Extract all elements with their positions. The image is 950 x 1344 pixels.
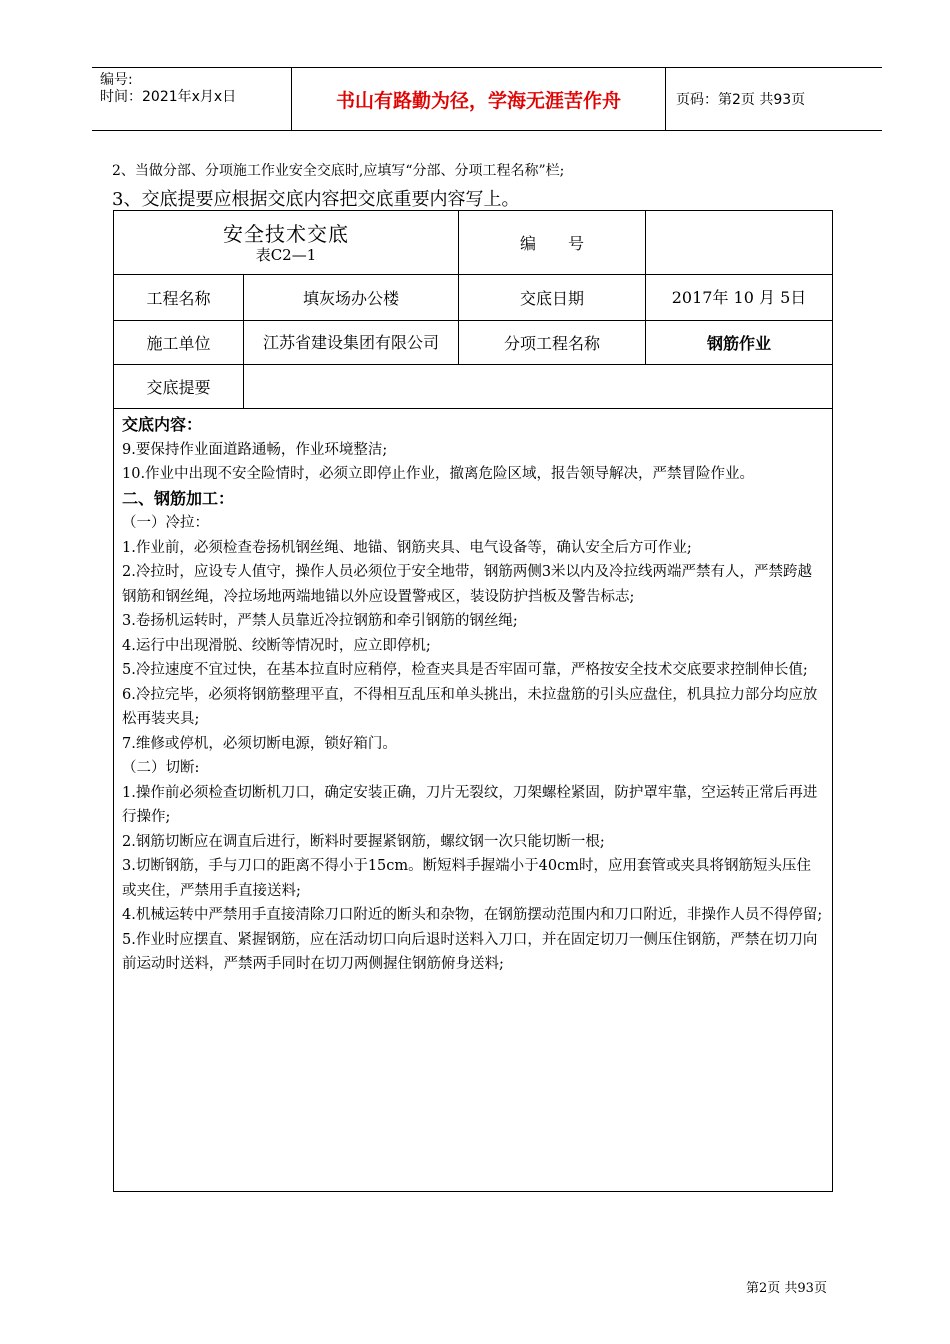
content-line: 2.冷拉时，应设专人值守，操作人员必须位于安全地带，钢筋两侧3米以内及冷拉线两端严禁有人，严禁跨越钢筋和钢丝绳，冷拉场地两端地锚以外应设置警戒区，装设防护挡板及警告标志; [122,564,813,605]
content-line: 1.作业前，必须检查卷扬机钢丝绳、地锚、钢筋夹具、电气设备等，确认安全后方可作业; [122,539,692,556]
content-line: 1.操作前必须检查切断机刀口，确定安装正确，刀片无裂纹，刀架螺栓紧固，防护罩牢靠，空运转正常后再进行操作; [122,784,818,825]
note-line-2: 2、当做分部、分项施工作业安全交底时,应填写“分部、分项工程名称”栏; [112,163,565,179]
page-header [92,67,882,131]
content-heading: 交底内容： [122,415,203,434]
content-line: 3.切断钢筋，手与刀口的距离不得小于15cm。断短料手握端小于40cm时，应用套管或夹具将钢筋短头压住或夹住，严禁用手直接送料; [122,858,811,899]
form-title-cell [114,211,459,275]
summary-label: 交底提要 [114,365,244,409]
project-name-label: 工程名称 [114,275,244,321]
contractor-value: 江苏省建设集团有限公司 [244,321,459,365]
content-line: 6.冷拉完毕，必须将钢筋整理平直，不得相互乱压和单头挑出，未拉盘筋的引头应盘住，机具拉力部分均应放松再装夹具; [122,686,818,727]
subproject-value: 钢筋作业 [646,321,833,365]
content-lines [122,438,824,977]
content-line: 5.冷拉速度不宜过快，在基本拉直时应稍停，检查夹具是否牢固可靠，严格按安全技术交底要求控制伸长值; [122,662,808,678]
date-label: 交底日期 [459,275,646,321]
page-footer: 第2页 共93页 [746,1281,827,1296]
header-page-label: 页码：第2页 共93页 [676,92,806,108]
number-value [646,211,833,275]
header-info [92,68,292,130]
content-line: （二）切断: [122,760,200,776]
number-label: 编 号 [459,211,646,275]
content-line: 5.作业时应摆直、紧握钢筋，应在活动切口向后退时送料入刀口，并在固定切刀一侧压住钢筋，严禁在切刀向前运动时送料，严禁两手同时在切刀两侧握住钢筋俯身送料; [122,931,818,972]
safety-disclosure-form [113,210,833,1192]
content-line: 10.作业中出现不安全险情时，必须立即停止作业，撤离危险区域，报告领导解决，严禁冒险作业。 [122,466,755,482]
content-line: 4.运行中出现滑脱、绞断等情况时，应立即停机; [122,637,431,654]
content-line: 7.维修或停机，必须切断电源，锁好箱门。 [122,735,397,752]
content-line: 二、钢筋加工： [122,488,235,508]
content-line: （一）冷拉： [122,515,209,531]
content-line: 2.钢筋切断应在调直后进行，断料时要握紧钢筋，螺纹钢一次只能切断一根; [122,833,605,850]
content-line: 9.要保持作业面道路通畅，作业环境整洁; [122,441,388,458]
note-line-3: 3、交底提要应根据交底内容把交底重要内容写上。 [112,189,520,210]
contractor-label: 施工单位 [114,321,244,365]
header-time-label: 时间：2021年x月x日 [100,89,237,105]
subproject-label: 分项工程名称 [459,321,646,365]
form-code: 表C2—1 [255,245,317,264]
form-title: 安全技术交底 [223,221,349,246]
header-motto: 书山有路勤为径，学海无涯苦作舟 [292,68,666,130]
content-cell [114,409,833,1192]
project-name-value: 填灰场办公楼 [244,275,459,321]
header-number-label: 编号: [100,72,133,88]
content-line: 4.机械运转中严禁用手直接清除刀口附近的断头和杂物，在钢筋摆动范围内和刀口附近，非操作人员不得停留; [122,907,823,923]
summary-value [244,365,833,409]
date-value: 2017年 10 月 5日 [646,275,833,321]
content-line: 3.卷扬机运转时，严禁人员靠近冷拉钢筋和牵引钢筋的钢丝绳; [122,613,518,629]
